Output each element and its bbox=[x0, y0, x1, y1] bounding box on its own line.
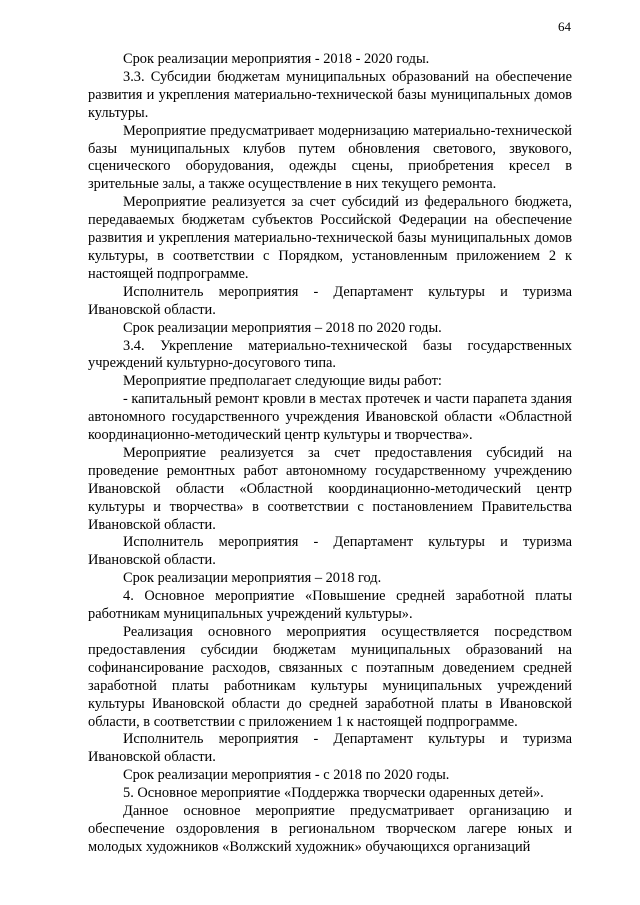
paragraph: Срок реализации мероприятия - 2018 - 2020 годы. bbox=[123, 51, 430, 67]
paragraph: Исполнитель мероприятия - Департамент культуры и туризма Ивановской области. bbox=[88, 283, 572, 318]
paragraph: Мероприятие предполагает следующие виды работ: bbox=[123, 373, 442, 390]
page-number: 64 bbox=[558, 19, 571, 34]
section-heading: 3.3. Субсидии бюджетам муниципальных образований на обеспечение развития и укрепления материально-технической базы муниципальных домов культуры. bbox=[88, 68, 572, 121]
section-heading: 5. Основное мероприятие «Поддержка творчески одаренных детей». bbox=[123, 785, 544, 802]
section-heading: 3.4. Укрепление материально-технической базы государственных учреждений культурно-досугового типа. bbox=[88, 337, 572, 372]
section-heading: 4. Основное мероприятие «Повышение средней заработной платы работникам муниципальных учреждений культуры». bbox=[88, 588, 572, 623]
paragraph: Мероприятие реализуется за счет субсидий из федерального бюджета, передаваемых бюджетам субъектов Российской Федерации на обеспечение развития и укрепления материально-технической базы муниципальных домов культуры, в соответствии с Порядком, установленным приложением 2 к настоящей подпрограмме. bbox=[88, 194, 572, 282]
paragraph: Мероприятие реализуется за счет предоставления субсидий на проведение ремонтных работ автономному государственному учреждению Ивановской области «Областной координационно-методический центр культуры и творчества» в соответствии с постановлением Правительства Ивановской области. bbox=[88, 444, 572, 533]
paragraph: Реализация основного мероприятия осуществляется посредством предоставления субсидии бюджетам муниципальных образований на софинансирование расходов, связанных с поэтапным доведением средней заработной платы работникам культуры муниципальных учреждений культуры Ивановской области до средней заработной платы в Ивановской области, в соответствии с приложением 1 к настоящей подпрограмме. bbox=[88, 624, 572, 730]
paragraph: Исполнитель мероприятия - Департамент культуры и туризма Ивановской области. bbox=[88, 731, 572, 766]
paragraph: Срок реализации мероприятия – 2018 по 2020 годы. bbox=[123, 319, 442, 336]
paragraph: Мероприятие предусматривает модернизацию материально-технической базы муниципальных клубов путем обновления светового, звукового, сценического оборудования, одежды сцены, приобретения кресел в зрительные залы, а также осуществление в них текущего ремонта. bbox=[88, 122, 572, 193]
list-item: - капитальный ремонт кровли в местах протечек и части парапета здания автономного государственного учреждения Ивановской области «Областной координационно-методический центр культуры и творчества». bbox=[88, 391, 572, 444]
paragraph: Данное основное мероприятие предусматривает организацию и обеспечение оздоровления в региональном творческом лагере юных и молодых художников «Волжский художник» обучающихся организаций bbox=[88, 803, 572, 855]
paragraph: Срок реализации мероприятия - с 2018 по 2020 годы. bbox=[123, 767, 450, 784]
document-body bbox=[88, 51, 572, 857]
paragraph: Срок реализации мероприятия – 2018 год. bbox=[123, 570, 382, 587]
paragraph: Исполнитель мероприятия - Департамент культуры и туризма Ивановской области. bbox=[88, 534, 572, 569]
